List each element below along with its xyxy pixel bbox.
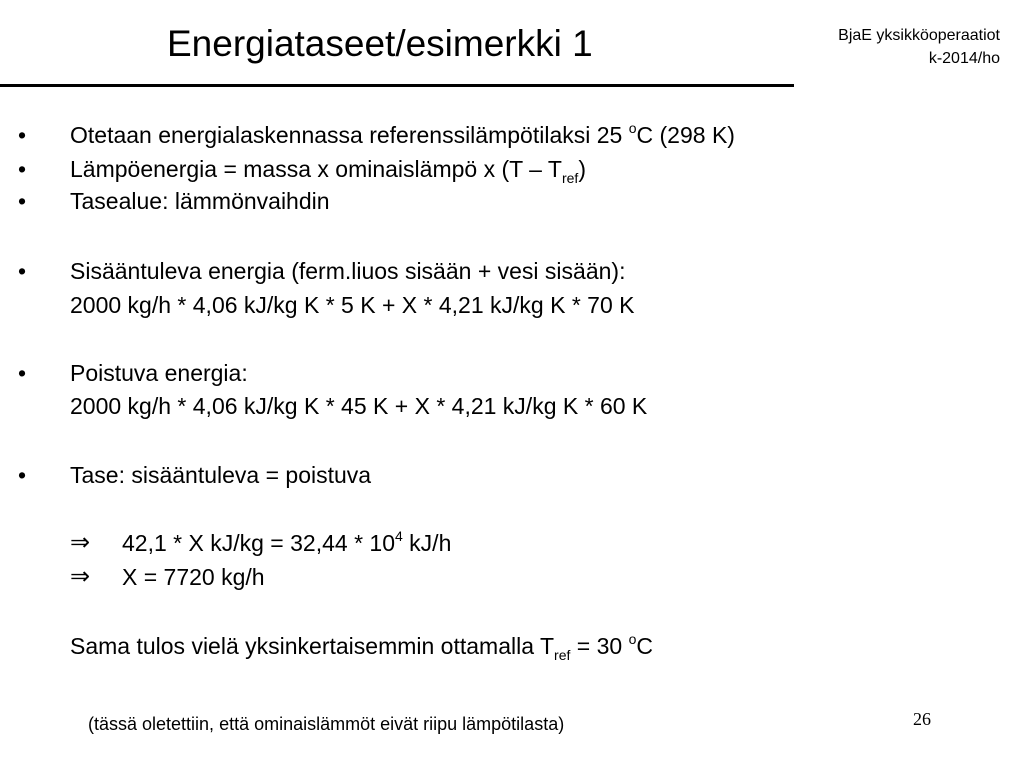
bullet-marker: •: [18, 122, 27, 148]
implies-arrow-icon: ⇒: [70, 563, 91, 590]
bullet-outgoing-energy: Poistuva energia:: [70, 360, 248, 386]
bullet-marker: •: [18, 258, 27, 284]
course-info: [838, 24, 1000, 70]
footnote: (tässä oletettiin, että ominaislämmöt eivät riipu lämpötilasta): [88, 714, 565, 734]
conclusion-text: Sama tulos vielä yksinkertaisemmin ottamalla $T_{ref} = 30$ $^o$C: [70, 631, 653, 663]
bullet-balance-area: Tasealue: lämmönvaihdin: [70, 188, 330, 214]
incoming-energy-equation: 2000 kg/h * 4,06 kJ/kg K * 5 K + X * 4,21 kJ/kg K * 70 K: [70, 292, 635, 318]
bullet-balance-statement: Tase: sisääntuleva = poistuva: [70, 462, 372, 488]
title-divider: [0, 84, 794, 87]
course-term: k-2014/ho: [928, 50, 1000, 67]
bullet-marker: •: [18, 462, 27, 488]
course-name: BjaE yksikköoperaatiot: [838, 27, 1000, 44]
bullet-marker: •: [18, 360, 27, 386]
implies-arrow-icon: ⇒: [70, 529, 91, 556]
result-equation: 42,1 * X $kJ/kg = 32,44 * 10^4$ kJ/h: [122, 528, 452, 556]
bullet-marker: •: [18, 156, 27, 182]
outgoing-energy-equation: 2000 kg/h * 4,06 kJ/kg K * 45 K + X * 4,21 kJ/kg K * 60 K: [70, 393, 648, 419]
bullet-incoming-energy: Sisääntuleva energia (ferm.liuos sisään + vesi sisään):: [70, 258, 626, 284]
bullet-marker: •: [18, 188, 27, 214]
result-value: X = 7720 kg/h: [122, 564, 265, 590]
bullet-heat-energy-formula: Lämpöenergia = massa x ominaislämpö x $(T - T_{ref})$: [70, 156, 586, 186]
page-number: 26: [913, 709, 931, 729]
bullet-reference-temperature: Otetaan energialaskennassa referenssilämpötilaksi 25 $^o$C (298 K): [70, 120, 735, 148]
slide-title: Energiataseet/esimerkki 1: [167, 23, 593, 64]
